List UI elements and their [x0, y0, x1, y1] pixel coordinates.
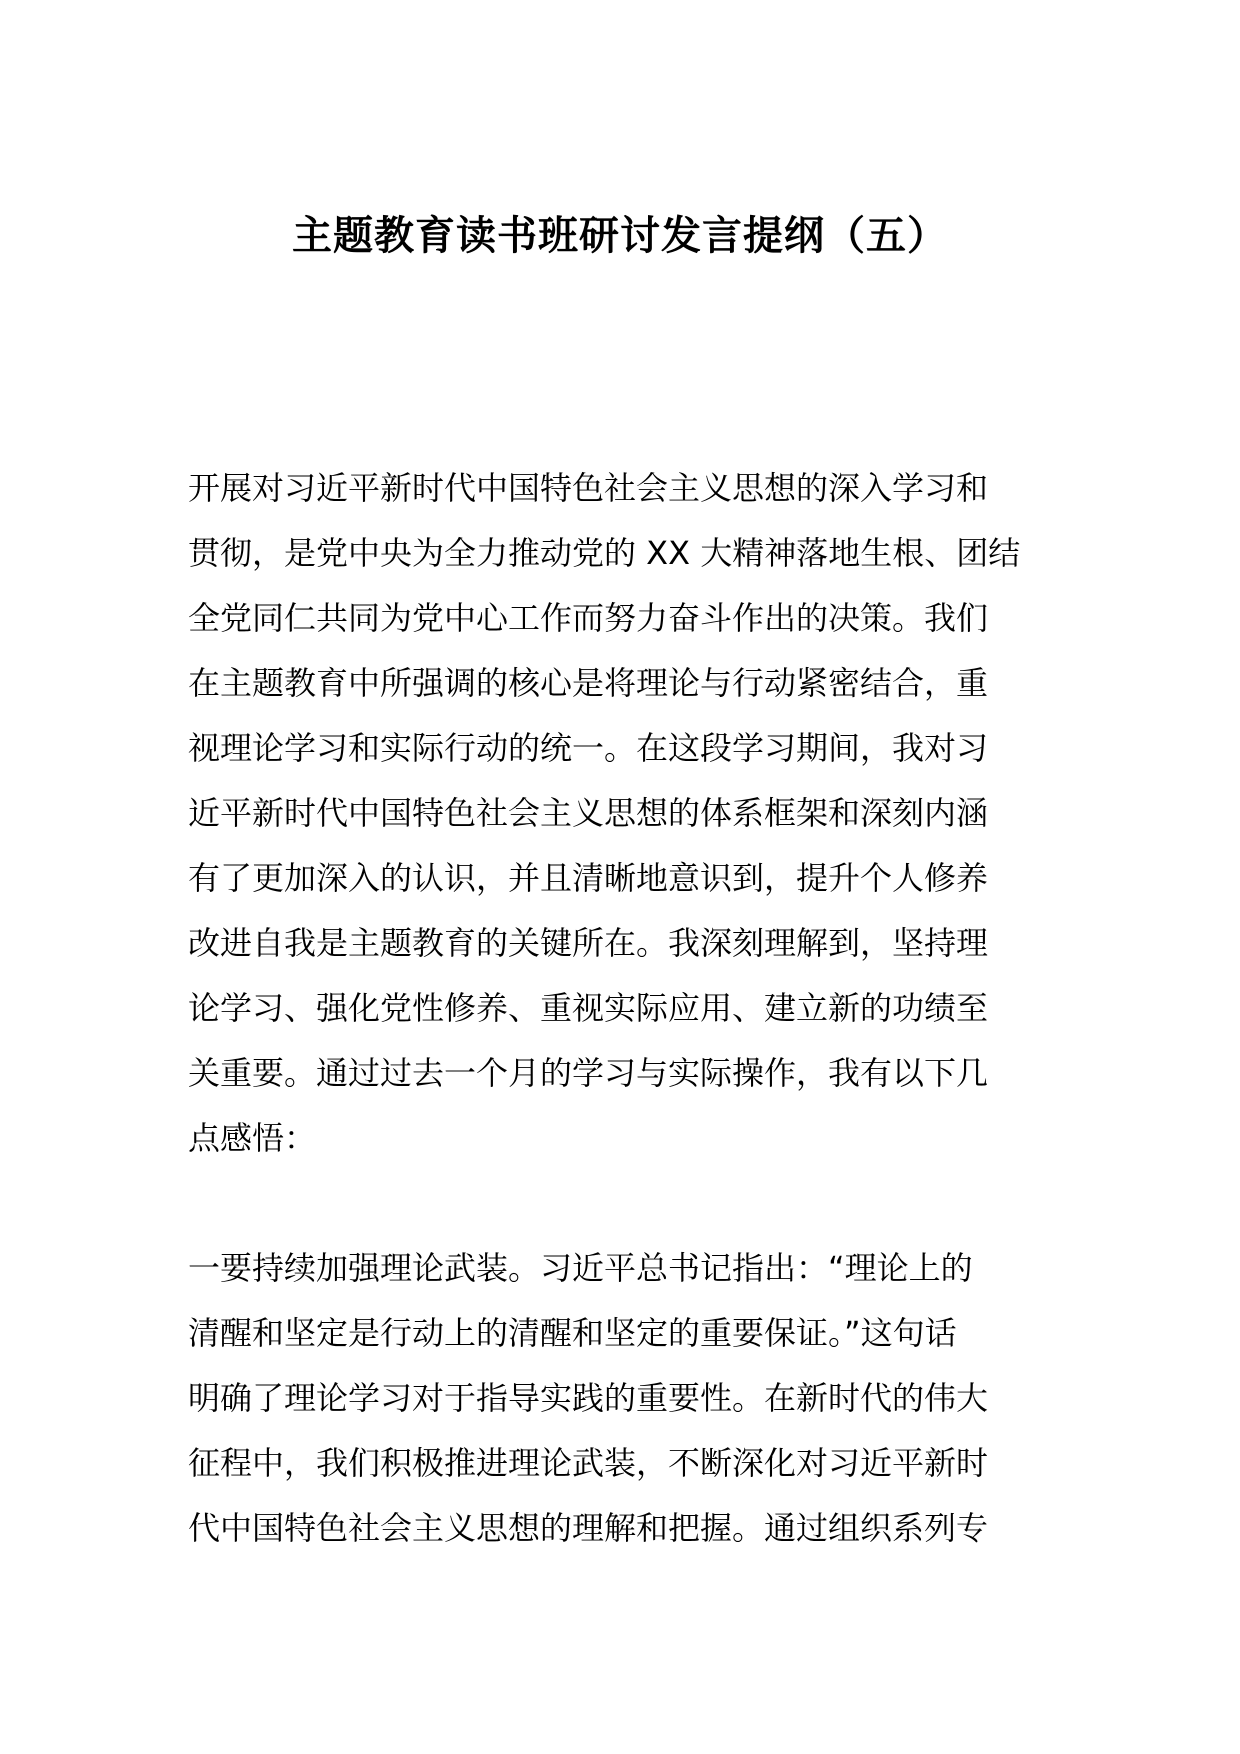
paragraph-line: 近平新时代中国特色社会主义思想的体系框架和深刻内涵 — [188, 794, 989, 832]
paragraph-spacer — [188, 1171, 1062, 1236]
document-body — [188, 456, 1062, 1561]
paragraph-line: 全党同仁共同为党中心工作而努力奋斗作出的决策。我们 — [188, 599, 989, 637]
paragraph-line: 代中国特色社会主义思想的理解和把握。通过组织系列专 — [188, 1509, 989, 1547]
paragraph-line: 点感悟： — [188, 1119, 317, 1157]
paragraph-line: 清醒和坚定是行动上的清醒和坚定的重要保证。”这句话 — [188, 1314, 957, 1352]
paragraph-line: 论学习、强化党性修养、重视实际应用、建立新的功绩至 — [188, 989, 989, 1027]
paragraph-line: 征程中，我们积极推进理论武装，不断深化对习近平新时 — [188, 1444, 989, 1482]
paragraph-line: 贯彻，是党中央为全力推动党的 XX 大精神落地生根、团结 — [188, 534, 1021, 572]
paragraph-line: 改进自我是主题教育的关键所在。我深刻理解到，坚持理 — [188, 924, 989, 962]
paragraph-line: 明确了理论学习对于指导实践的重要性。在新时代的伟大 — [188, 1379, 989, 1417]
paragraph-line: 关重要。通过过去一个月的学习与实际操作，我有以下几 — [188, 1054, 989, 1092]
paragraph-1 — [188, 456, 1062, 1171]
paragraph-line: 一要持续加强理论武装。习近平总书记指出：“理论上的 — [188, 1249, 973, 1287]
paragraph-line: 视理论学习和实际行动的统一。在这段学习期间，我对习 — [188, 729, 989, 767]
document-title: 主题教育读书班研讨发言提纲（五） — [292, 213, 948, 259]
paragraph-line: 开展对习近平新时代中国特色社会主义思想的深入学习和 — [188, 469, 989, 507]
paragraph-line: 有了更加深入的认识，并且清晰地意识到，提升个人修养 — [188, 859, 989, 897]
paragraph-line: 在主题教育中所强调的核心是将理论与行动紧密结合，重 — [188, 664, 989, 702]
paragraph-2 — [188, 1236, 1062, 1561]
